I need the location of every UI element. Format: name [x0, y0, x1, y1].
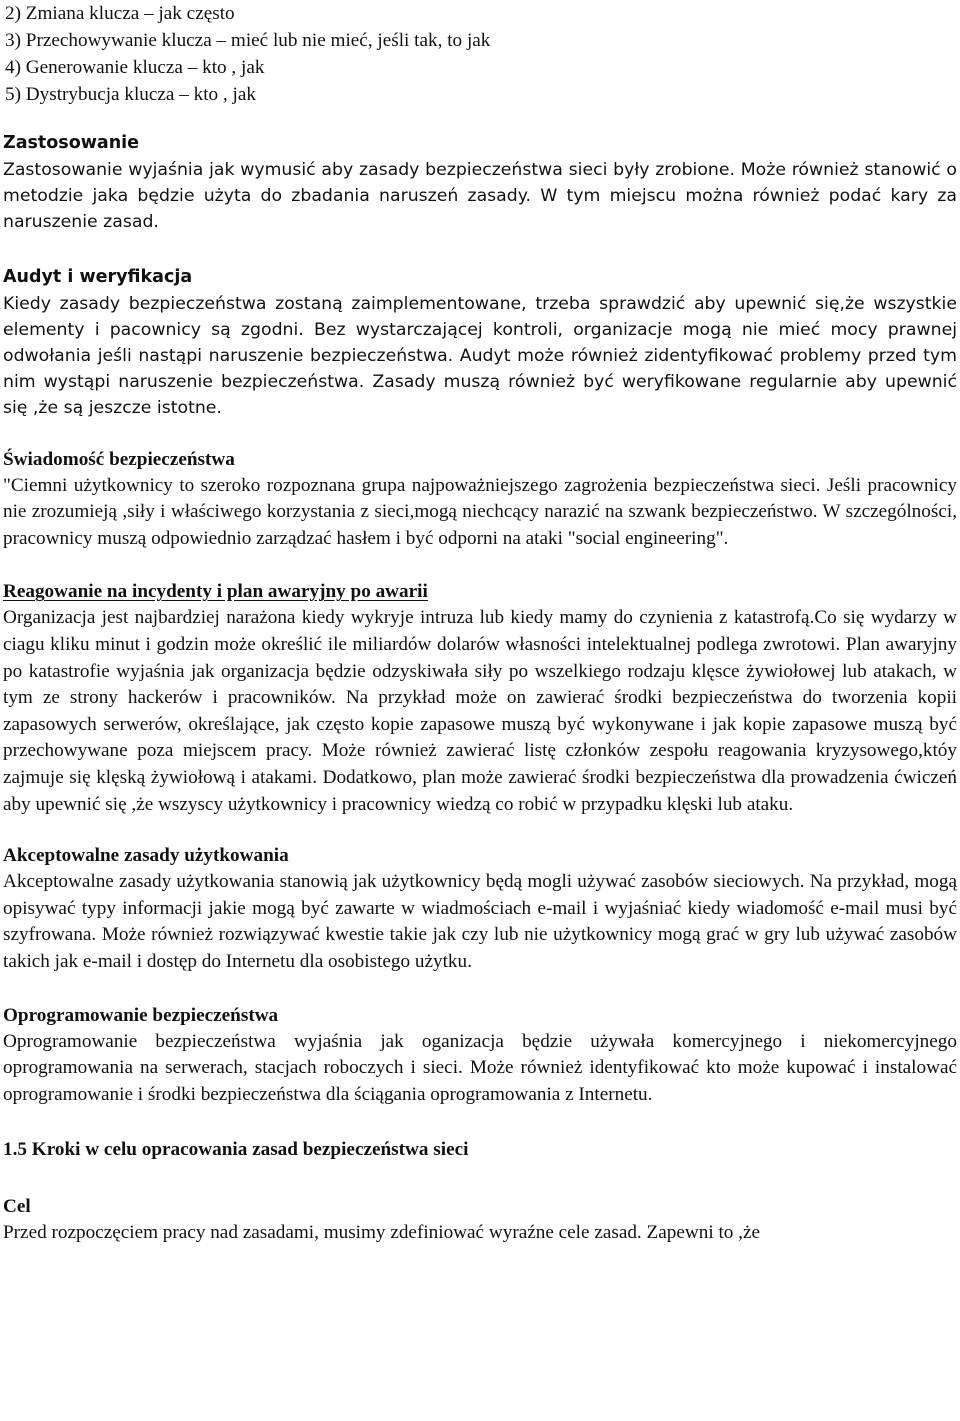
section-heading: Akceptowalne zasady użytkowania	[3, 845, 289, 867]
list-item: 4) Generowanie klucza – kto , jak	[5, 57, 265, 78]
section-heading: Oprogramowanie bezpieczeństwa	[3, 1004, 279, 1026]
section-heading: Reagowanie na incydenty i plan awaryjny po awarii	[3, 581, 428, 603]
section-heading: Audyt i weryfikacja	[3, 266, 193, 287]
section-oprogramowanie	[3, 1002, 957, 1109]
section-paragraph: Przed rozpoczęciem pracy nad zasadami, musimy zdefiniować wyraźne cele zasad. Zapewni to ,że	[3, 1222, 761, 1244]
section-cel	[3, 1193, 957, 1247]
section-paragraph: Oprogramowanie bezpieczeństwa wyjaśnia jak oganizacja będzie używała komercyjnego i niekomercyjnego oprogramowania na serwerach, stacjach roboczych i sieci. Może również identyfikować kto może kupować i instalować oprogramowanie i środki bezpieczeństwa dla ściągania oprogramowania z Internetu.	[3, 1030, 957, 1105]
section-heading: 1.5 Kroki w celu opracowania zasad bezpieczeństwa sieci	[3, 1139, 469, 1161]
section-paragraph: "Ciemni użytkownicy to szeroko rozpoznana grupa najpoważniejszego zagrożenia bezpieczeństwa sieci. Jeśli pracownicy nie zrozumieją ,siły i właściwego korzystania z sieci,mogą niechcący narazić na szwank bezpieczeństwo. W szczególności, pracownicy muszą odpowiednio zarządzać hasłem i być odporni na ataki "social engineering".	[3, 474, 957, 549]
section-paragraph: Zastosowanie wyjaśnia jak wymusić aby zasady bezpieczeństwa sieci były zrobione. Może również stanowić o metodzie jaka będzie użyta do zbadania naruszeń zasady. W tym miejscu można również podać kary za naruszenie zasad.	[3, 160, 957, 233]
numbered-list	[3, 0, 957, 108]
section-swiadomosc	[3, 446, 957, 553]
document-page	[3, 0, 957, 1247]
list-item: 3) Przechowywanie klucza – mieć lub nie mieć, jeśli tak, to jak	[5, 30, 491, 51]
section-paragraph: Organizacja jest najbardziej narażona kiedy wykryje intruza lub kiedy mamy do czynienia z katastrofą.Co się wydarzy w ciagu kliku minut i godzin może określić ile miliardów dolarów własności intelektualnej podlega zwrotowi. Plan awaryjny po katastrofie wyjaśnia jak organizacja będzie odzyskiwała siły po wszelkiego rodzaju klęsce żywiołowej lub atakach, w tym ze strony hackerów i pracowników. Na przykład może on zawierać środki bezpieczeństwa do tworzenia kopii zapasowych serwerów, określające, jak często kopie zapasowe muszą być wykonywane i jak kopie zapasowe muszą być przechowywane poza miejscem pracy. Może również zawierać listę członków zespołu reagowania kryzysowego,któy zajmuje się klęską żywiołową i atakami. Dodatkowo, plan może zawierać środki bezpieczeństwa dla prowadzenia ćwiczeń aby upewnić się ,że wszyscy użytkownicy i pracownicy wiedzą co robić w przypadku klęski lub ataku.	[3, 607, 957, 815]
section-akceptowalne	[3, 842, 957, 975]
section-heading: Świadomość bezpieczeństwa	[3, 448, 235, 470]
section-audyt	[3, 264, 957, 422]
list-item: 5) Dystrybucja klucza – kto , jak	[5, 84, 256, 105]
section-zastosowanie	[3, 130, 957, 236]
section-reagowanie	[3, 578, 957, 818]
list-item: 2) Zmiana klucza – jak często	[5, 3, 235, 24]
section-heading: Cel	[3, 1196, 31, 1218]
section-paragraph: Akceptowalne zasady użytkowania stanowią jak użytkownicy będą mogli używać zasobów sieciowych. Na przykład, mogą opisywać typy informacji jakie mogą być zawarte w wiadmościach e-mail i wyjaśniać kiedy wiadomość e-mail musi być szyfrowana. Może również rozwiązywać kwestie takie jak czy lub nie użytkownicy mogą grać w gry lub używać zasobów takich jak e-mail i dostęp do Internetu dla osobistego użytku.	[3, 871, 957, 972]
section-paragraph: Kiedy zasady bezpieczeństwa zostaną zaimplementowane, trzeba sprawdzić aby upewnić się,że wszystkie elementy i pacownicy są zgodni. Bez wystarczającej kontroli, organizacje mogą nie mieć mocy prawnej odwołania jeśli nastąpi naruszenie bezpieczeństwa. Audyt może również zidentyfikować problemy przed tym nim wystąpi naruszenie bezpieczeństwa. Zasady muszą również być weryfikowane regularnie aby upewnić się ,że są jeszcze istotne.	[3, 293, 957, 419]
section-heading: Zastosowanie	[3, 133, 140, 153]
section-kroki	[3, 1136, 957, 1163]
